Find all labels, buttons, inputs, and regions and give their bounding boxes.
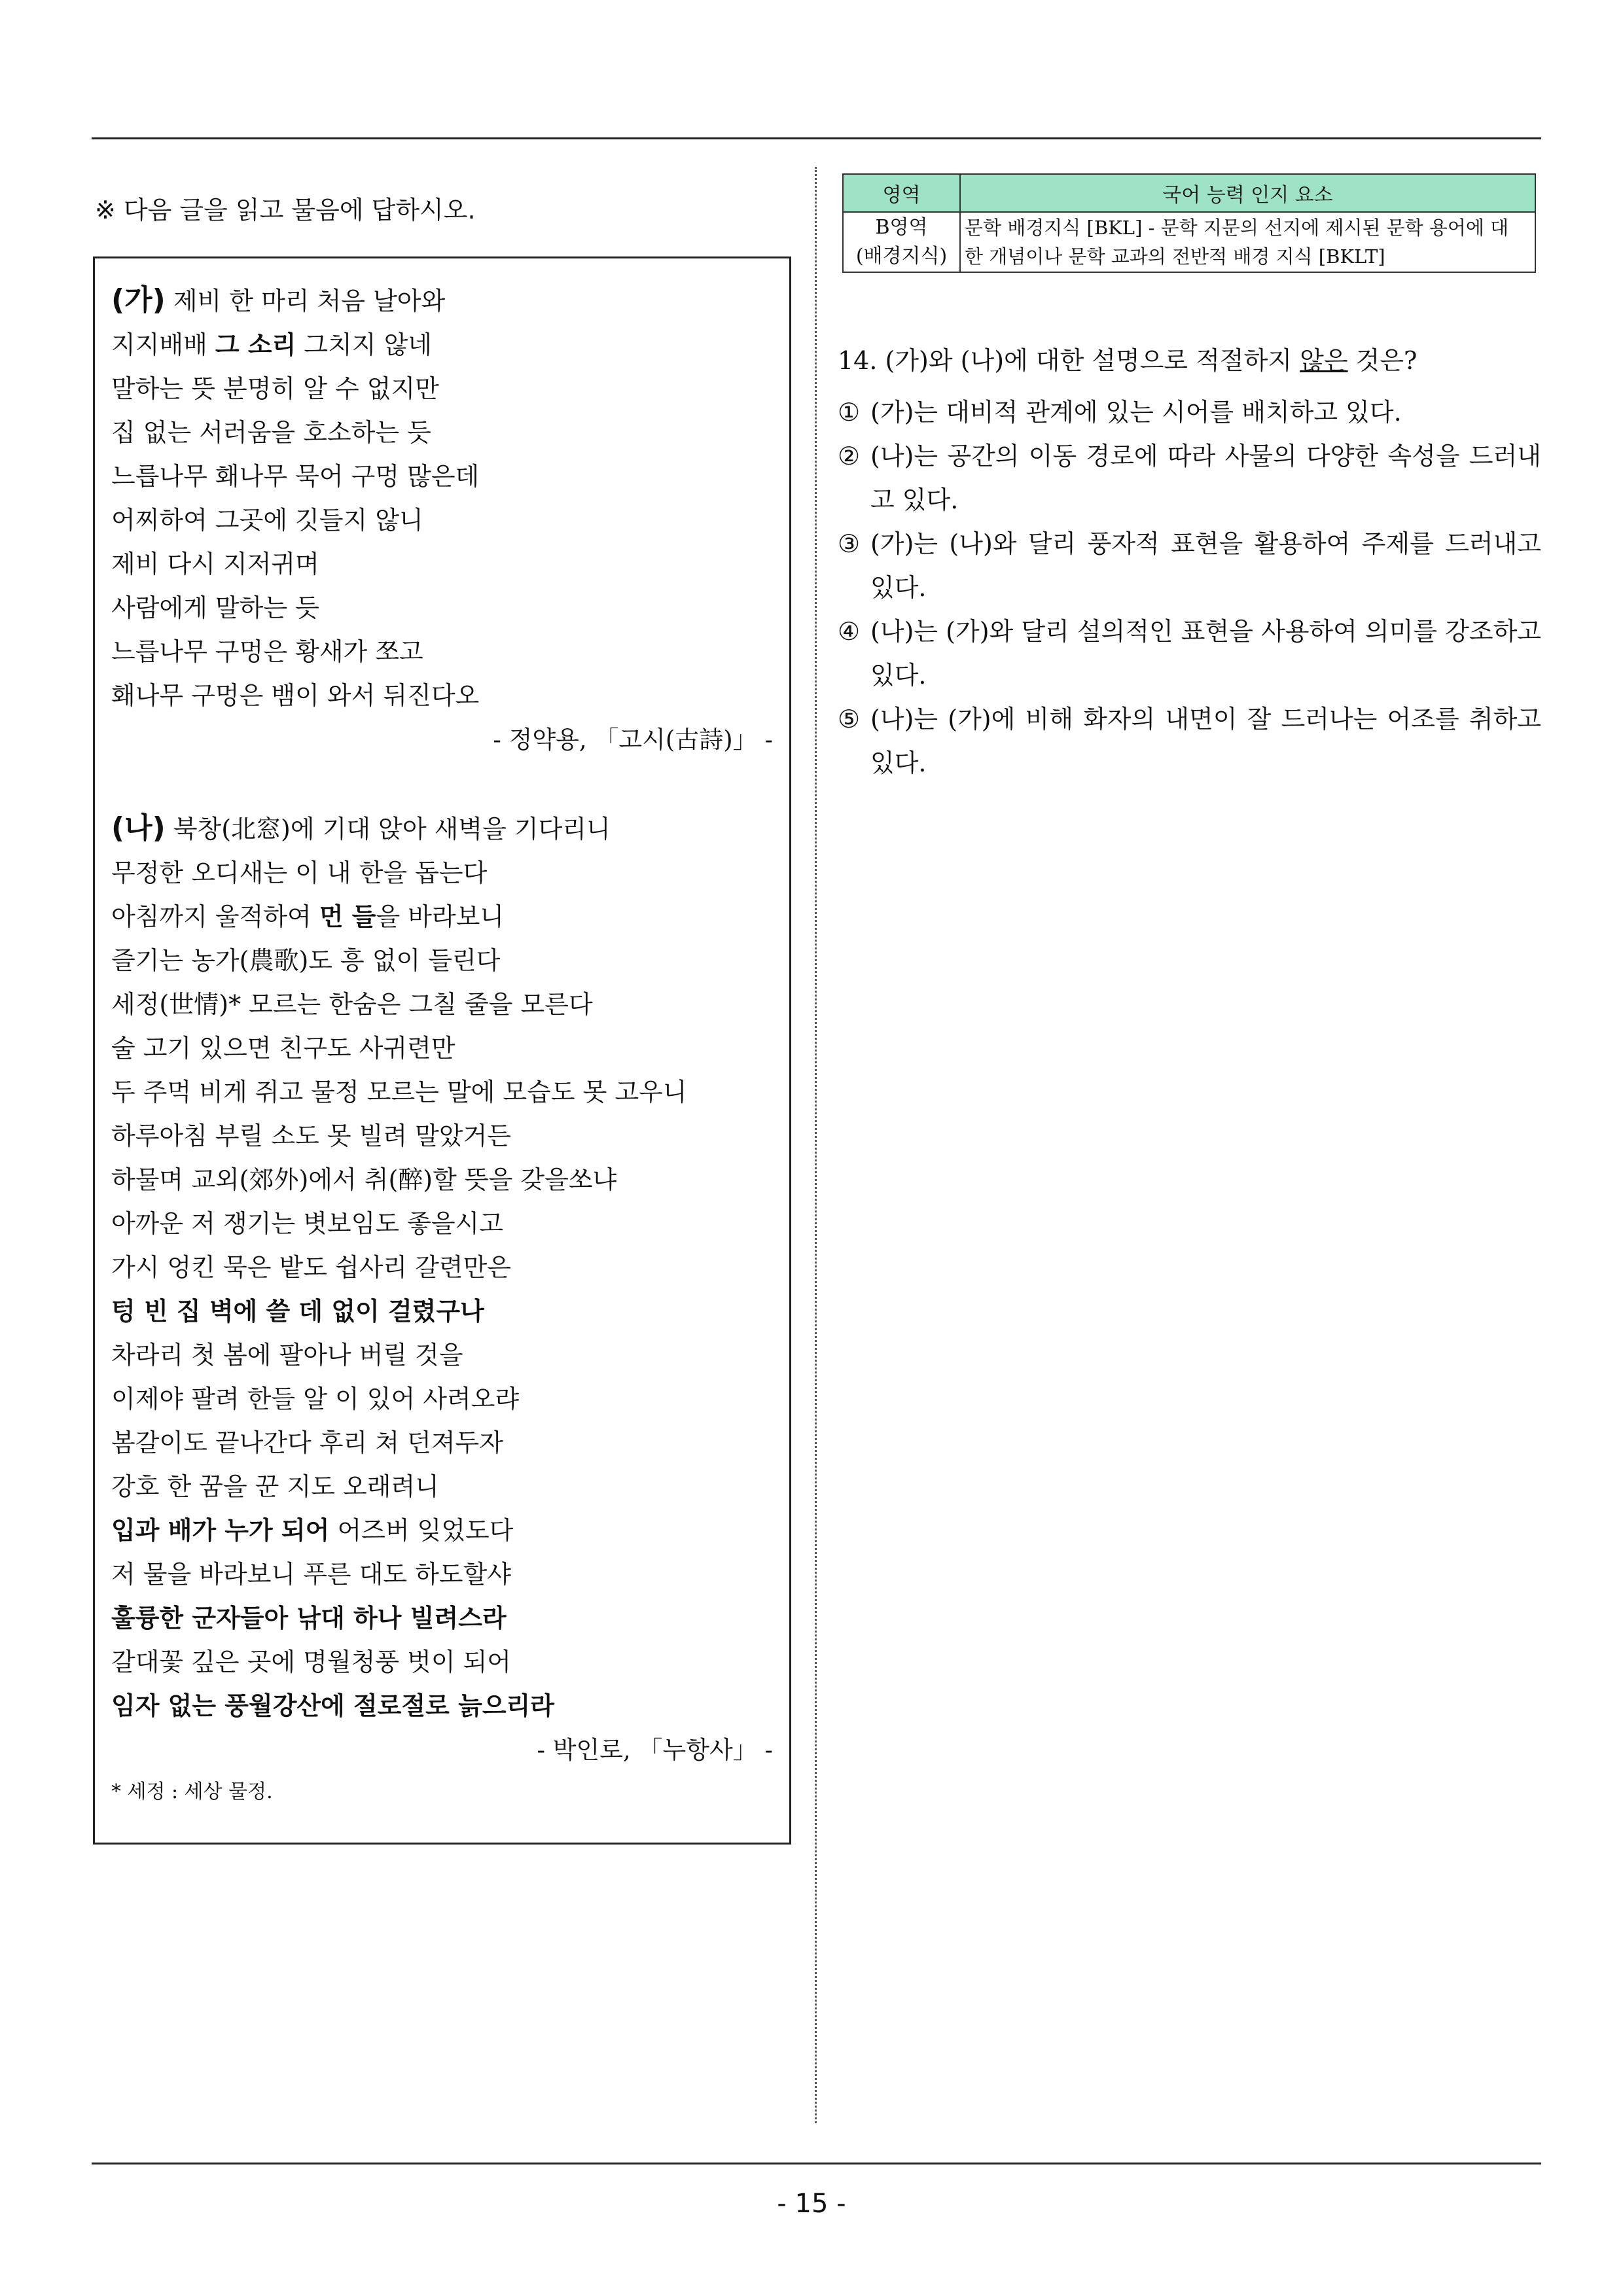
choice-number: ③ xyxy=(838,529,861,558)
page-number: - 15 - xyxy=(777,2189,846,2219)
source-citation-a: - 정약용, 「고시(古詩)」 - xyxy=(493,726,773,754)
poem-line: 입과 배가 누가 되어 어즈버 잊었도다 xyxy=(111,1516,514,1545)
poem-line: 하물며 교외(郊外)에서 취(醉)할 뜻을 갖을쏘냐 xyxy=(111,1165,617,1194)
poem-line: 아침까지 울적하여 먼 들을 바라보니 xyxy=(111,902,505,931)
poem-line: 사람에게 말하는 듯 xyxy=(111,593,319,622)
footnote: * 세정 : 세상 물정. xyxy=(111,1780,273,1803)
passage-a xyxy=(111,278,773,762)
poem-line: 차라리 첫 봄에 팔아나 버릴 것을 xyxy=(111,1341,463,1369)
poem-line: 집 없는 서러움을 호소하는 듯 xyxy=(111,418,431,447)
choice-number: ⑤ xyxy=(838,705,861,733)
column-divider xyxy=(815,167,817,2123)
choice-text: (나)는 (가)와 달리 설의적인 표현을 사용하여 의미를 강조하고 있다. xyxy=(870,617,1541,690)
table-header-area: 영역 xyxy=(843,174,960,212)
top-rule xyxy=(92,137,1541,139)
poem-line: 술 고기 있으면 친구도 사귀련만 xyxy=(111,1034,455,1063)
poem-line: 가시 엉킨 묵은 밭도 쉽사리 갈련만은 xyxy=(111,1253,512,1282)
poem-line: 하루아침 부릴 소도 못 빌려 말았거든 xyxy=(111,1122,512,1150)
passage-b xyxy=(111,806,773,1809)
poem-lines-a xyxy=(111,367,773,718)
poem-line: (나) 북창(北窓)에 기대 앉아 새벽을 기다리니 xyxy=(111,811,611,845)
poem-line: 이제야 팔려 한들 알 이 있어 사려오랴 xyxy=(111,1385,520,1413)
poem-line-bold: 텅 빈 집 벽에 쓸 데 없이 걸렸구나 xyxy=(111,1297,484,1326)
source-citation-b: - 박인로, 「누항사」 - xyxy=(537,1736,773,1764)
passage-label-a: (가) xyxy=(111,283,166,317)
choice-text: (나)는 공간의 이동 경로에 따라 사물의 다양한 속성을 드러내고 있다. xyxy=(870,442,1541,514)
instruction: ※ 다음 글을 읽고 물음에 답하시오. xyxy=(95,196,476,224)
poem-line: 아까운 저 쟁기는 볏보임도 좋을시고 xyxy=(111,1209,503,1238)
question-14 xyxy=(838,340,1541,785)
poem-line: 느릅나무 구멍은 황새가 쪼고 xyxy=(111,637,423,666)
poem-line: 갈대꽃 깊은 곳에 명월청풍 벗이 되어 xyxy=(111,1648,512,1676)
poem-line-bold: 임자 없는 풍월강산에 절로절로 늙으리라 xyxy=(111,1691,554,1720)
table-cell-description: 문학 배경지식 [BKL] - 문학 지문의 선지에 제시된 문학 용어에 대 한 개념이나 문학 교과의 전반적 배경 지식 [BKLT] xyxy=(960,212,1535,272)
poem-line: 어찌하여 그곳에 깃들지 않니 xyxy=(111,506,423,535)
choice-text: (가)는 (나)와 달리 풍자적 표현을 활용하여 주제를 드러내고 있다. xyxy=(870,529,1541,602)
choice-number: ① xyxy=(838,398,861,427)
choice-text: (나)는 (가)에 비해 화자의 내면이 잘 드러나는 어조를 취하고 있다. xyxy=(870,705,1541,777)
poem-line: 저 물을 바라보니 푸른 대도 하도할샤 xyxy=(111,1560,512,1589)
answer-choice[interactable] xyxy=(838,610,1541,698)
poem-line: 강호 한 꿈을 꾼 지도 오래려니 xyxy=(111,1472,439,1501)
poem-line: 두 주먹 비게 쥐고 물정 모르는 말에 모습도 못 고우니 xyxy=(111,1078,687,1106)
table-cell-area: B영역 (배경지식) xyxy=(843,212,960,272)
answer-choice[interactable] xyxy=(838,698,1541,785)
poem-line: 무정한 오디새는 이 내 한을 돕는다 xyxy=(111,858,488,887)
question-stem: 14. (가)와 (나)에 대한 설명으로 적절하지 않은 것은? xyxy=(838,346,1418,375)
poem-line: 지지배배 그 소리 그치지 않네 xyxy=(111,330,432,359)
poem-line: 제비 다시 지저귀며 xyxy=(111,550,319,578)
poem-line: 봄갈이도 끝나간다 후리 쳐 던져두자 xyxy=(111,1428,503,1457)
answer-choice[interactable] xyxy=(838,522,1541,610)
poem-line: 홰나무 구멍은 뱀이 와서 뒤진다오 xyxy=(111,681,480,710)
passage-label-b: (나) xyxy=(111,811,166,845)
poem-line: (가) 제비 한 마리 처음 날아와 xyxy=(111,283,446,317)
poem-line: 세정(世情)* 모르는 한숨은 그칠 줄을 모른다 xyxy=(111,990,593,1019)
bottom-rule xyxy=(92,2163,1541,2164)
answer-choices xyxy=(838,391,1541,785)
poem-lines-b1 xyxy=(111,939,773,1290)
answer-choice[interactable] xyxy=(838,434,1541,522)
answer-choice[interactable] xyxy=(838,391,1541,434)
choice-number: ② xyxy=(838,442,861,470)
choice-number: ④ xyxy=(838,617,861,646)
table-header-element: 국어 능력 인지 요소 xyxy=(960,174,1535,212)
choice-text: (가)는 대비적 관계에 있는 시어를 배치하고 있다. xyxy=(870,398,1402,427)
underlined-word: 않은 xyxy=(1300,346,1348,375)
poem-line-bold: 훌륭한 군자들아 낚대 하나 빌려스라 xyxy=(111,1604,507,1633)
poem-line: 말하는 뜻 분명히 알 수 없지만 xyxy=(111,374,439,403)
poem-line: 느릅나무 홰나무 묵어 구멍 많은데 xyxy=(111,462,480,491)
poem-lines-b2 xyxy=(111,1333,773,1509)
cognitive-element-table xyxy=(842,173,1536,273)
passage-box xyxy=(93,256,791,1845)
poem-line: 즐기는 농가(農歌)도 흥 없이 들린다 xyxy=(111,946,501,975)
